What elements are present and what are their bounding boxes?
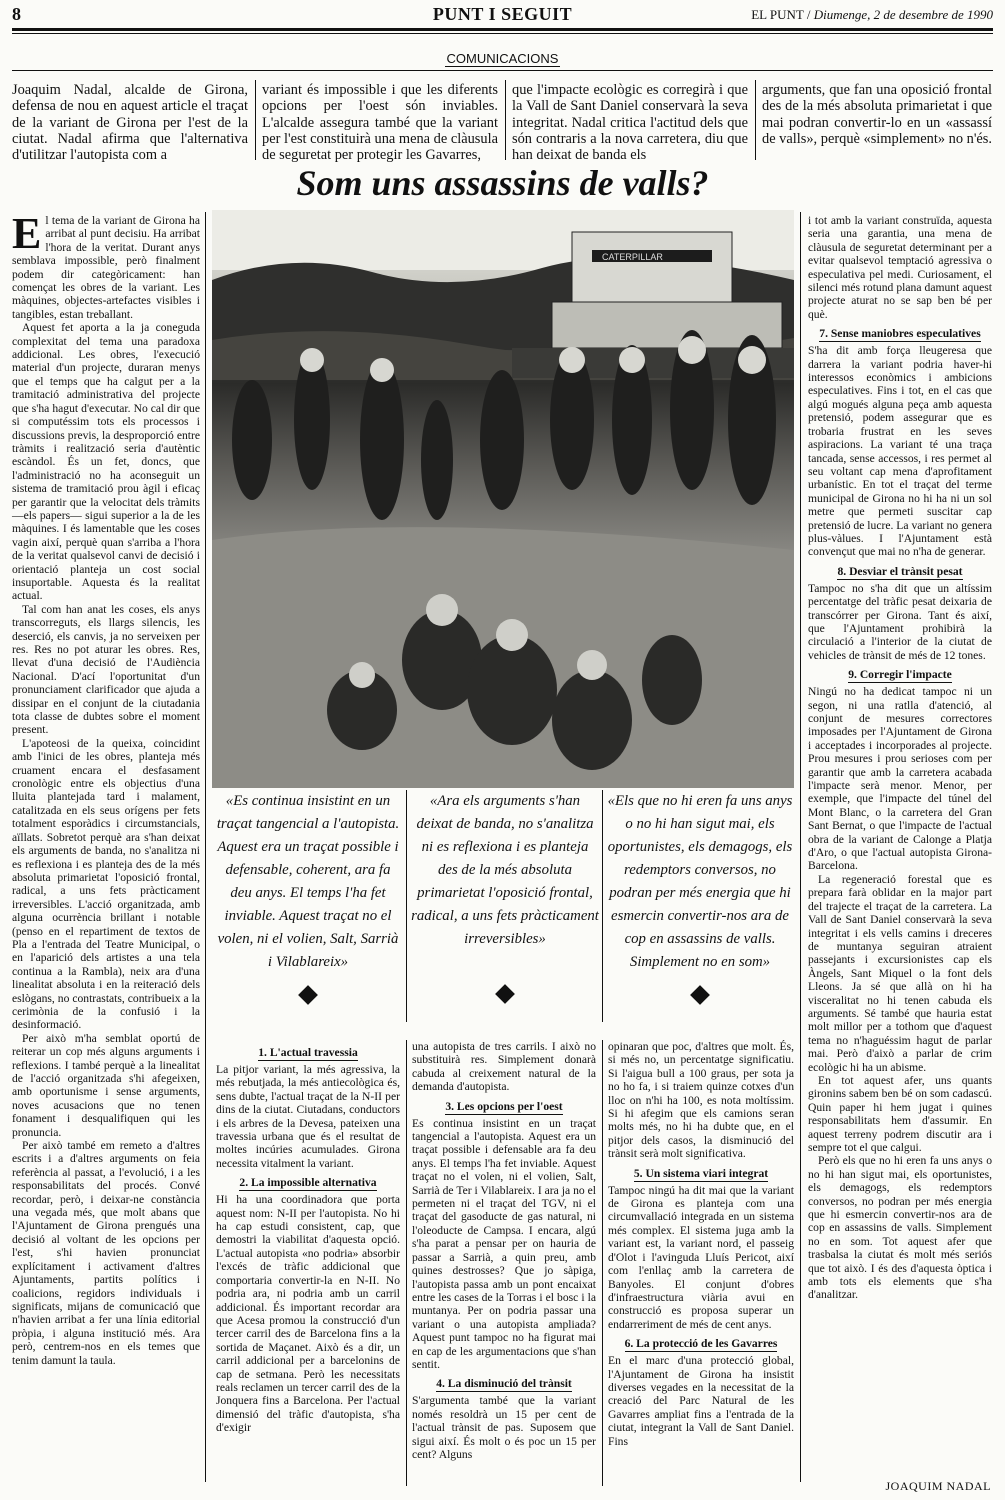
article-col-2 (216, 1040, 400, 1435)
article-col-3 (412, 1040, 596, 1461)
header-rule-thin (12, 33, 993, 34)
col1-paragraph: L'apoteosi de la queixa, coincidint amb l'inici de les obres, planteja més cruament encara el desfasament cronològic entre els objectius d'una lluita plantejada tard i malament, catalitzada en els seus orígens per fets totalment esporàdics i circumstancials, aïllats. Sobretot perquè ara s'han deixat els arguments de banda, no s'analitza ni es reflexiona i es planteja des de la més absoluta primarietat l'oposició frontal, radical, a uns fets pràcticament irreversibles. L'acció organitzada, amb alguna ocurrència brillant i notable (penso en el repartiment de textos de Pla a l'entrada del Teatre Municipal, o en l'aparició dels artistes a una tela continua a la Rambla), neix ara d'una linealitat absoluta i en la reiteració dels eslògans, no contrastats, contribueix a la cerimònia de la confusió i la desinformació. (12, 736, 200, 1032)
col1-paragraph: Aquest fet aporta a la ja coneguda complexitat del tema una paradoxa addicional. Les obres, l'execució material d'un projecte, duraran menys que el temps que ha calgut per a la tramitació administrativa del projecte que s'ha hagut d'executar. No cal dir que si computéssim tots els processos i discussions previs, la desproporció entre tràmits i realització seria d'autèntic escàndol. És un fet, doncs, que l'administració no ha aconseguit un sistema de tramitació prou àgil i eficaç per garantir que la velocitat dels tràmits —els papers— sigui superior a la de les màquines. I és lamentable que les coses vagin així, perquè quan s'arriba a l'hora de la veritat qualsevol canvi de decisió i orientació planteja un cost social insuportable. Aquesta és la realitat actual. (12, 321, 200, 603)
lead-col-4: arguments, que fan una oposició frontal des de la més absoluta primarietat i que mai podran convertir-lo en un «assassí de valls», perquè «simplement» no n'és. (762, 82, 992, 147)
bulldozer-brand: CATERPILLAR (602, 252, 663, 262)
col1-paragraph: Per això m'ha semblat oportú de reiterar un cop més alguns arguments i reflexions. I també perquè a la linealitat de l'acció organitzada s'hi afegeixen, amb oportunisme i sense arguments, noves acusacions que no tenen fonament i desqualifiquen qui les pronuncia. (12, 1031, 200, 1139)
header-rule (12, 28, 993, 31)
diamond-ornament-icon (495, 984, 515, 1004)
author-signature: JOAQUIM NADAL (885, 1479, 991, 1493)
col4-paragraph: Tampoc ningú ha dit mai que la variant de Girona es planteja com una circumvallació integrada en un sistema més complex. El sistema juga amb la variant est, la variant nord, el passeig d'Olot i l'avinguda Lluís Pericot, així com l'enllaç amb la carretera de Banyoles. El conjunt d'obres d'infraestructura viària avui en construcció es proposa superar un endarreriment de més de cent anys. (608, 1183, 794, 1331)
pull-quote-2: «Ara els arguments s'han deixat de banda, no s'analitza ni es reflexiona i es planteja des de la més absoluta primarietat l'oposició frontal, radical, a uns fets pràcticament irreversibles» (410, 790, 600, 1001)
col1-first-paragraph: El tema de la variant de Girona ha arribat al punt decisiu. Ha arribat l'hora de la veritat. Durant anys semblava impossible, però finalment podem dir categòricament: han començat les obres de la variant. Les màquines, objectes-artefactes visibles i tangibles, estan treballant. (12, 209, 200, 321)
column-divider (205, 212, 206, 1482)
lead-col-2: variant és impossible i que les diferents opcions per l'oest són inviables. L'alcalde assegura també que la variant per l'est constituirà una mena de clàusula de seguretat per protegir les Gavarres, (262, 82, 498, 164)
col5-paragraph: La regeneració forestal que es prepara farà oblidar en la major part del trajecte el traçat de la carretera. La Vall de Sant Daniel conservarà la seva integritat i els vells camins i dreceres de muntanya seguiran atraient passejants i excursionistes cap els Àngels, Sant Miquel o la font dels Lleons. Ja sé que allà on hi ha visceralitat no hi tenen cabuda els arguments. Sé també que hauria estat molt millor per a tothom que d'aquest tema no n'haguéssim hagut de parlar mai. Però d'això a parlar de crim ecològic hi ha un abisme. (808, 872, 992, 1074)
pull-quote-1: «Es continua insistint en un traçat tangencial a l'autopista. Aquest era un traçat possible i defensable, coherent, ara fa deu anys. El temps l'ha fet inviable. Aquest traçat no el volen, ni el volien, Salt, Sarrià i Vilablareix» (214, 790, 402, 1002)
col3-paragraph: Es continua insistint en un traçat tangencial a l'autopista. Aquest era un traçat possible i defensable ara fa deu anys. El temps l'ha fet inviable. Aquest traçat no el volen, ni el volien, Salt, Sarrià de Ter i Vilablareix. I ara ja no el permeten ni el traçat del TGV, ni el traçat del gasoducte de gas natural, ni l'oleoducte de Campsa. I encara, algú s'ha parat a pensar per on hauria de passar a Sarrià, a quin preu, amb quines destrosses? Que jo sàpiga, l'autopista passa amb un pont encaixat entre les cases de la Torras i el bosc i la muntanya. Per on podria passar una variant o una autopista ampliada? Aquest punt tampoc no ha figurat mai en cap de les argumentacions que s'han sentit. (412, 1116, 596, 1371)
lead-divider (505, 80, 506, 160)
section-heading: 5. Un sistema viari integrat (633, 1166, 769, 1180)
headline: Som uns assassins de valls? (296, 163, 709, 203)
drop-cap: E (12, 209, 42, 258)
col3-paragraph: una autopista de tres carrils. I això no substituirà res. Simplement donarà cabuda al creixement natural de la demanda d'autopista. (412, 1040, 596, 1094)
column-divider (602, 1040, 603, 1486)
lead-divider (755, 80, 756, 160)
col4-paragraph: En el marc d'una protecció global, l'Ajuntament de Girona ha insistit diverses vegades en la necessitat de la creació del Parc Natural de les Gavarres ampliat fins a l'entrada de la ciutat, integrant la Vall de Sant Daniel. Fins (608, 1354, 794, 1448)
lead-col-1: Joaquim Nadal, alcalde de Girona, defensa de nou en aquest article el traçat de la variant de Girona per l'est de la ciutat. Nadal afirma que l'alternativa d'utilitzar l'autopista com a (12, 82, 248, 164)
section-title: PUNT I SEGUIT (432, 4, 573, 24)
lead-divider (255, 80, 256, 160)
column-divider (800, 212, 801, 1482)
section-heading: 3. Les opcions per l'oest (445, 1099, 563, 1113)
col5-paragraph: En tot aquest afer, uns quants gironins sabem ben bé on som cadascú. Quin paper hi hem jugat i quines responsabilitats hem d'assumir. En aquest terreny podrem discutir ara i sempre tot el que calgui. (808, 1073, 992, 1154)
col5-paragraph: Ningú no ha dedicat tampoc ni un segon, ni una ratlla d'atenció, al conjunt de mesures correctores imposades per l'Ajuntament de Girona i acceptades i incorporades al projecte. Prou mesures i prou serioses com per garantir que amb la carretera acabada l'impacte serà menor. Menor, per exemple, que l'impacte del túnel del Mont Blanc, o la carretera del Gran Sant Bernat, o que l'impacte de l'actual obra de la variant de Calonge a Platja d'Aro, o que l'actual autopista Girona-Barcelona. (808, 685, 992, 873)
section-heading: 7. Sense maniobres especulatives (819, 327, 981, 341)
riot-police-bulldozer-image (212, 210, 794, 788)
article-col-5 (808, 214, 992, 1302)
col5-paragraph: S'ha dit amb força lleugeresa que darrera la variant podria haver-hi interessos econòmics i ambicions especulatives. Fins i tot, en el cas que algú mogués alguna peça amb aquesta pretensió, podem assegurar que es trobaria frustrat en les seves aspiracions. La variant té una traça tancada, sense accessos, i res permet al seu voltant cap mena d'aprofitament urbanístic. En tot el traçat del terme municipal de Girona no hi ha ni un sol metre que permeti suscitar cap pretensió de lucre. La variant no genera plus-vàlues. I l'Ajuntament està convençut que mai no n'ha de generar. (808, 344, 992, 559)
paper-name: EL PUNT (751, 7, 804, 22)
page-number: 8 (12, 4, 21, 24)
paper-date: EL PUNT / Diumenge, 2 de desembre de 1990 (751, 7, 993, 22)
col3-paragraph: S'argumenta també que la variant només resoldrà un 15 per cent de l'actual trànsit de pas. Suposem que sigui així. És molt o és poc un 15 per cent? Alguns (412, 1394, 596, 1461)
section-heading: 6. La protecció de les Gavarres (624, 1337, 778, 1351)
col2-paragraph: Hi ha una coordinadora que porta aquest nom: N-II per l'autopista. No hi ha cap estudi consistent, cap, que demostri la viabilitat d'aquesta opció. L'actual autopista «no podria» absorbir l'excés de tràfic addicional que comportaria convertir-la en N-II. No podria ara, ni podria amb un carril addicional. És important recordar ara que Acesa promou la construcció d'un tercer carril des de Barcelona fins a la sortida de Maçanet. Això és a dir, un carril addicional per a barcelonins de cap de setmana. Però les necessitats reals reclamen un tercer carril des de la Jonquera fins a Barcelona. Per l'actual dimensió del tràfic d'autopista, s'ha d'exigir (216, 1193, 400, 1435)
col5-paragraph: Tampoc no s'ha dit que un altíssim percentatge del tràfic pesat deixaria de transcórrer per Girona. Tant és així, que l'Ajuntament prohibirà la circulació a l'interior de la ciutat de vehicles de trànsit de més de 12 tones. (808, 581, 992, 662)
pull-quote-3: «Els que no hi eren fa uns anys o no hi han sigut mai, els oportunistes, els demagogs, els redemptors conversos, no podran per més energia que hi esmercin convertir-nos ara de cop en assassins de valls. Simplement no en som» (606, 790, 794, 1002)
quote-divider (406, 790, 407, 1022)
diamond-ornament-icon (690, 985, 710, 1005)
section-heading: 9. Corregir l'impacte (848, 668, 952, 682)
lead-col-3: que l'impacte ecològic es corregirà i que la Vall de Sant Daniel conservarà la seva integritat. Nadal critica l'actitud dels que són contraris a la nova carretera, diu que han deixat de banda els (512, 82, 748, 164)
column-divider (406, 1040, 407, 1486)
quote-divider (602, 790, 603, 1022)
issue-date: Diumenge, 2 de desembre de 1990 (813, 7, 993, 22)
article-col-4 (608, 1040, 794, 1448)
col5-paragraph: i tot amb la variant construïda, aquesta seria una garantia, una mena de clàusula de seguretat determinant per a evitar qualsevol temptació agressiva o especulativa pel medi. Curiosament, el silenci més rotund plana damunt aquest projecte aturat no se sap ben bé per què. (808, 214, 992, 321)
col1-paragraph: Per això també em remeto a d'altres escrits i a d'altres arguments on feia referència al passat, a l'evolució, i a les responsabilitats del procés. Convé recordar, però, i deixar-ne constància una vegada més, que molt abans que l'Ajuntament de Girona prengués una decisió al voltant de les opcions per l'est, s'hi havien pronunciat explícitament i activament d'altres Ajuntaments, partits polítics i coalicions, regidors individuals i significats, mijans de comunicació que n'havien arribat a fer una línia editorial pròpia, i alguna institució més. Ara però, centrem-nos en els temes que tenim damunt la taula. (12, 1139, 200, 1367)
section-heading: 1. L'actual travessia (258, 1046, 358, 1059)
section-heading: 8. Desviar el trànsit pesat (837, 564, 963, 578)
col1-paragraph: Tal com han anat les coses, els anys transcorreguts, els llargs silencis, les deserció, els canvis, ja no serveixen per res. Res no pot aturar les obres. Res, llevat d'una decisió de l'Audiència Nacional. D'ací l'oportunitat d'un pronunciament clarificador que ajuda a dissipar en el conjunt de la ciutadania tota classe de dubtes sobre el moment present. (12, 602, 200, 737)
rubric-rule (12, 70, 993, 71)
diamond-ornament-icon (298, 985, 318, 1005)
col5-paragraph: Però els que no hi eren fa uns anys o no hi han sigut mai, els oportunistes, els demagogs, els redemptors conversos, no podran per més energia que hi esmercin convertir-nos ara de cop en assassins de valls. Simplement no en som. Tot aquest afer que trasbalsa la ciutat és molt més seriós que tot això. I és des d'aquesta òptica i amb tots els elements que s'ha d'analitzar. (808, 1154, 992, 1302)
article-col-1 (12, 209, 200, 1367)
rubric: COMUNICACIONS (446, 51, 559, 66)
col4-paragraph: opinaran que poc, d'altres que molt. És, si més no, un percentatge significatiu. Si l'aigua bull a 100 graus, per sota ja no ho fa, i si traiem quinze cotxes d'un lloc on n'hi ha 100, es nota moltíssim. Si hi afegim que els camions seran molts més, no hi ha dubte que, en el pitjor dels casos, la disminució del trànsit serà molt significativa. (608, 1040, 794, 1161)
col2-paragraph: La pitjor variant, la més agressiva, la més rebutjada, la més antiecològica és, sens dubte, l'actual traçat de la N-II per dins de la ciutat. Ciutadans, conductors i els arbres de la Devesa, pateixen una travessia urbana que és el resultat de moltes incúries acumulades. Girona necessita vitalment la variant. (216, 1063, 400, 1170)
section-heading: 4. La disminució del trànsit (436, 1377, 572, 1391)
news-photo (212, 210, 794, 788)
section-heading: 2. La impossible alternativa (239, 1176, 377, 1190)
